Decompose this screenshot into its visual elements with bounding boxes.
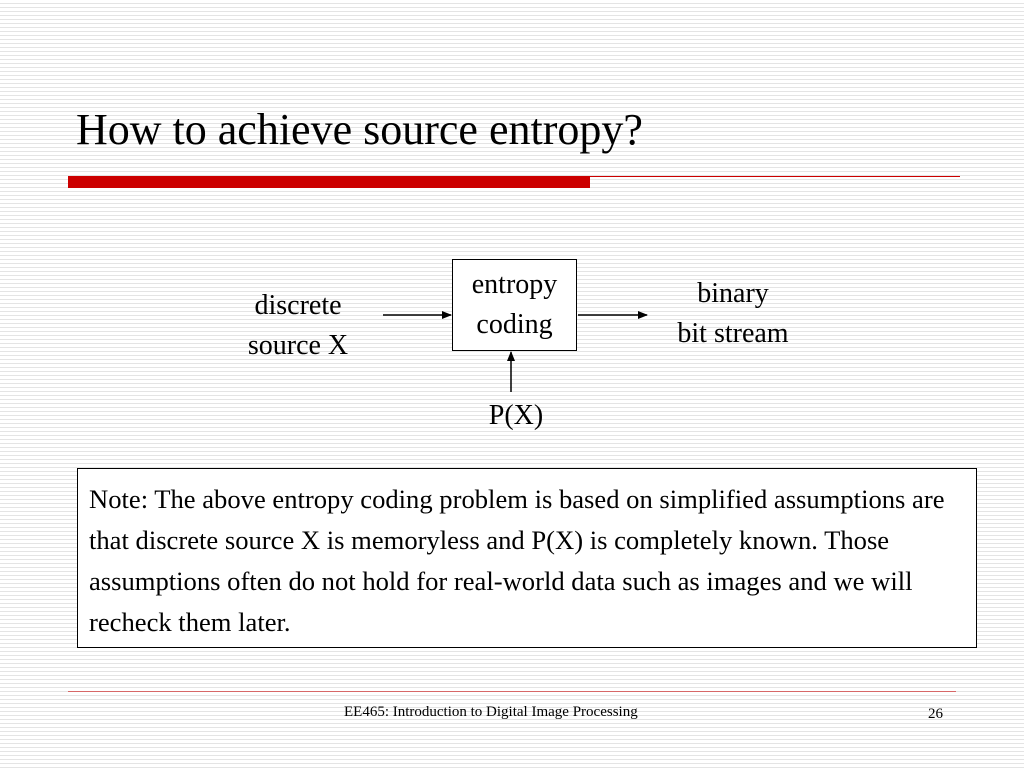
output-label-line2: bit stream [677,318,789,349]
output-label-line1: binary [697,278,769,309]
footer-course-title: EE465: Introduction to Digital Image Processing [344,704,638,720]
footer-divider [68,691,956,692]
output-label [650,274,816,354]
probability-label: P(X) [488,400,544,431]
box-label-line1: entropy [471,269,558,300]
source-label-line1: discrete [254,290,342,321]
entropy-coding-box [452,259,577,351]
source-label-line2: source X [247,330,349,361]
slide-title: How to achieve source entropy? [76,105,643,154]
box-label-line2: coding [476,309,553,340]
page-number: 26 [928,706,943,722]
note-box: Note: The above entropy coding problem is based on simplified assumptions are that discrete source X is memoryless and P(X) is completely known. Those assumptions often do not hold for real-world data such as images and we will recheck them later. [77,468,977,648]
